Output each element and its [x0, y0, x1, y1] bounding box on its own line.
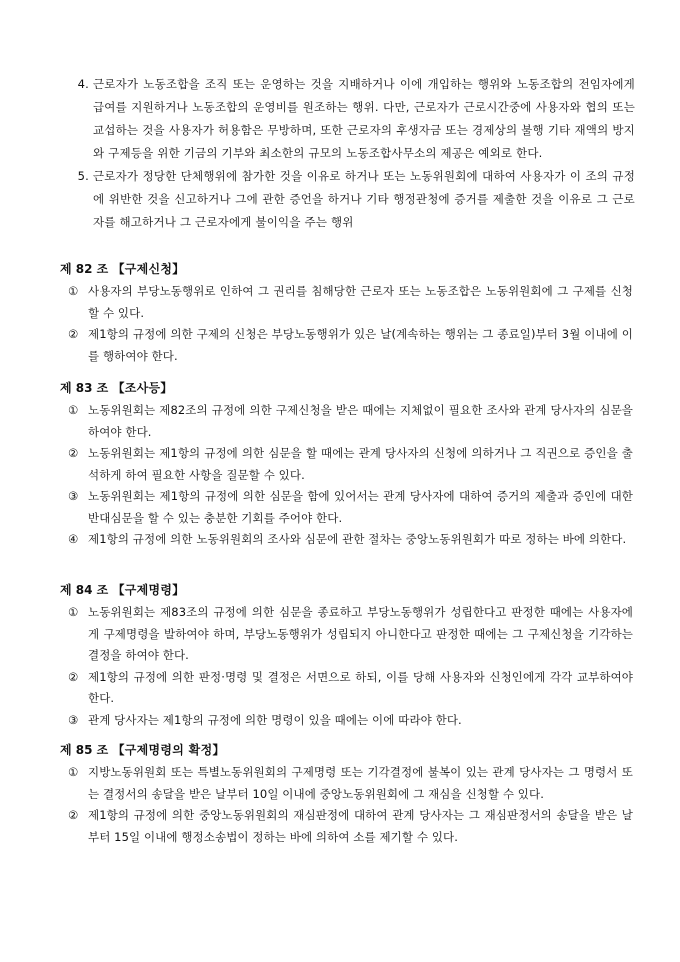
article-title: 【조사등】 [112, 381, 173, 395]
paragraph-text: 제1항의 규정에 의한 중앙노동위원회의 재심판정에 대하여 관계 당사자는 그 재심판정서의 송달을 받은 날부터 15일 이내에 행정소송법이 정하는 바에 의하여 소를 제기할 수 있다. [88, 808, 633, 844]
numbered-list [75, 73, 635, 234]
paragraph-text: 노동위원회는 제83조의 규정에 의한 심문을 종료하고 부당노동행위가 성립한다고 판정한 때에는 사용자에게 구제명령을 발하여야 하며, 부당노동행위가 성립되지 아니한다고 판정한 때에는 그 구제신청을 기각하는 결정을 하여야 한다. [88, 605, 633, 662]
paragraph-text: 제1항의 규정에 의한 노동위원회의 조사와 심문에 관한 절차는 중앙노동위원회가 따로 정하는 바에 의한다. [88, 532, 627, 546]
article-heading [60, 378, 635, 398]
paragraph-marker: ④ [68, 532, 79, 546]
paragraph-marker: ① [68, 765, 79, 779]
paragraph-marker: ③ [68, 489, 79, 503]
article-title: 【구제신청】 [112, 262, 185, 276]
article-heading [60, 580, 635, 600]
paragraph [60, 529, 635, 551]
article-number: 제 83 조 [60, 381, 109, 395]
paragraph [60, 486, 635, 529]
article-heading [60, 740, 635, 760]
paragraph-marker: ② [68, 446, 79, 460]
article-82 [60, 259, 635, 367]
paragraph [60, 443, 635, 486]
paragraph-marker: ① [68, 284, 79, 298]
paragraph [60, 400, 635, 443]
article-number: 제 82 조 [60, 262, 109, 276]
paragraph [60, 602, 635, 667]
paragraph-marker: ② [68, 669, 79, 684]
list-item-text: 근로자가 정당한 단체행위에 참가한 것을 이유로 하거나 또는 노동위원회에 대하여 사용자가 이 조의 규정에 위반한 것을 신고하거나 그에 관한 증언을 하거나 기타 행정관청에 증거를 제출한 것을 이유로 그 근로자를 해고하거나 그 근로자에게 불이익을 주는 행위 [93, 169, 635, 229]
paragraph-text: 관계 당사자는 제1항의 규정에 의한 명령이 있을 때에는 이에 따라야 한다. [88, 712, 462, 727]
paragraph-marker: ① [68, 403, 79, 417]
article-title: 【구제명령】 [112, 583, 185, 597]
paragraph [60, 324, 635, 367]
paragraph-marker: ② [68, 327, 79, 341]
article-84 [60, 580, 635, 731]
list-item-number: 4. [77, 77, 89, 91]
article-number: 제 85 조 [60, 743, 109, 757]
paragraph [60, 805, 635, 848]
list-item-5 [75, 165, 635, 234]
paragraph-text: 노동위원회는 제82조의 규정에 의한 구제신청을 받은 때에는 지체없이 필요한 조사와 관계 당사자의 심문을 하여야 한다. [88, 403, 633, 439]
paragraph [60, 762, 635, 805]
paragraph-text: 노동위원회는 제1항의 규정에 의한 심문을 할 때에는 관계 당사자의 신청에 의하거나 그 직권으로 증인을 출석하게 하여 필요한 사항을 질문할 수 있다. [88, 446, 633, 482]
article-83 [60, 378, 635, 551]
paragraph-text: 지방노동위원회 또는 특별노동위원회의 구제명령 또는 기각결정에 불복이 있는 관계 당사자는 그 명령서 또는 결정서의 송달을 받은 날부터 10일 이내에 중앙노동위원회에 그 재심을 신청할 수 있다. [88, 765, 633, 801]
article-heading [60, 259, 635, 279]
paragraph [60, 281, 635, 324]
paragraph [60, 667, 635, 710]
list-item-4 [75, 73, 635, 165]
list-item-text: 근로자가 노동조합을 조직 또는 운영하는 것을 지배하거나 이에 개입하는 행위와 노동조합의 전임자에게 급여를 지원하거나 노동조합의 운영비를 원조하는 행위. 다만, 근로자가 근로시간중에 사용자와 협의 또는 교섭하는 것을 사용자가 허용함은 무방하며, 또한 근로자의 후생자금 또는 경제상의 불행 기타 재액의 방지와 구제등을 위한 기금의 기부와 최소한의 규모의 노동조합사무소의 제공은 예외로 한다. [93, 77, 635, 160]
paragraph-text: 노동위원회는 제1항의 규정에 의한 심문을 함에 있어서는 관계 당사자에 대하여 증거의 제출과 증인에 대한 반대심문을 할 수 있는 충분한 기회를 주어야 한다. [88, 489, 633, 525]
paragraph-text: 제1항의 규정에 의한 구제의 신청은 부당노동행위가 있은 날(계속하는 행위는 그 종료일)부터 3월 이내에 이를 행하여야 한다. [88, 327, 633, 363]
list-item-number: 5. [77, 169, 89, 183]
paragraph-text: 사용자의 부당노동행위로 인하여 그 권리를 침해당한 근로자 또는 노동조합은 노동위원회에 그 구제를 신청할 수 있다. [88, 284, 633, 320]
paragraph-marker: ② [68, 808, 79, 822]
article-number: 제 84 조 [60, 583, 109, 597]
paragraph-marker: ③ [68, 712, 79, 727]
paragraph-marker: ① [68, 605, 79, 619]
article-85 [60, 740, 635, 848]
paragraph-text: 제1항의 규정에 의한 판정·명령 및 결정은 서면으로 하되, 이를 당해 사용자와 신청인에게 각각 교부하여야 한다. [88, 669, 633, 705]
article-title: 【구제명령의 확정】 [112, 743, 225, 757]
paragraph [60, 710, 635, 732]
